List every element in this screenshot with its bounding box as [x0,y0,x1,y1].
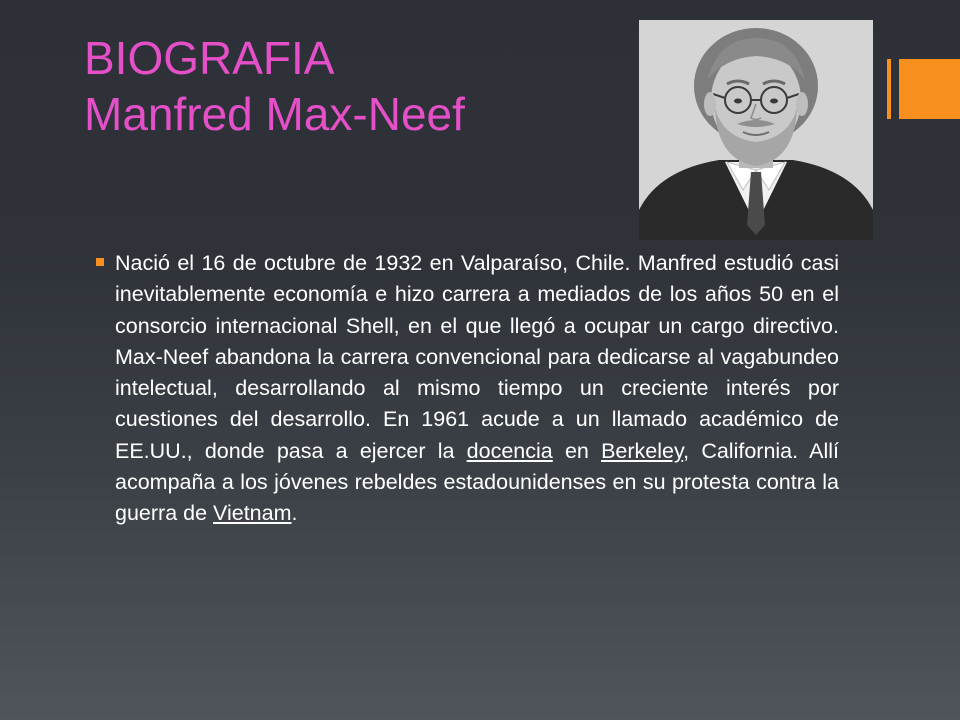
body-text-part2: en [552,438,602,463]
body-text-part1: Nació el 16 de octubre de 1932 en Valparaíso, Chile. Manfred estudió casi inevitablemente economía e hizo carrera a mediados de los años 50 en el consorcio internacional Shell, en el que llegó a ocupar un cargo directivo. Max-Neef abandona la carrera convencional para dedicarse al vagabundeo intelectual, desarrollando al mismo tiempo un creciente interés por cuestiones del desarrollo. En 1961 acude a un llamado académico de EE.UU., donde pasa a ejercer la [115,251,839,463]
accent-bar-block [899,59,960,119]
body-bullet-list [94,248,839,530]
link-berkeley[interactable]: Berkeley [601,438,684,463]
portrait-illustration [639,20,873,240]
title-line-name: Manfred Max-Neef [84,88,465,140]
portrait-photo [639,20,873,240]
list-item [94,248,839,530]
accent-bar-thin [887,59,891,119]
body-text-part3: , California. Allí acompaña a los jóvenes rebeldes estadounidenses en su protesta contra la guerra de [115,438,839,526]
link-docencia[interactable]: docencia [466,438,553,463]
link-vietnam[interactable]: Vietnam [213,501,292,526]
slide-title [84,30,604,142]
square-bullet-icon [96,258,104,266]
body-text-part4: . [291,501,298,526]
title-line-biografia: BIOGRAFIA [84,32,335,84]
